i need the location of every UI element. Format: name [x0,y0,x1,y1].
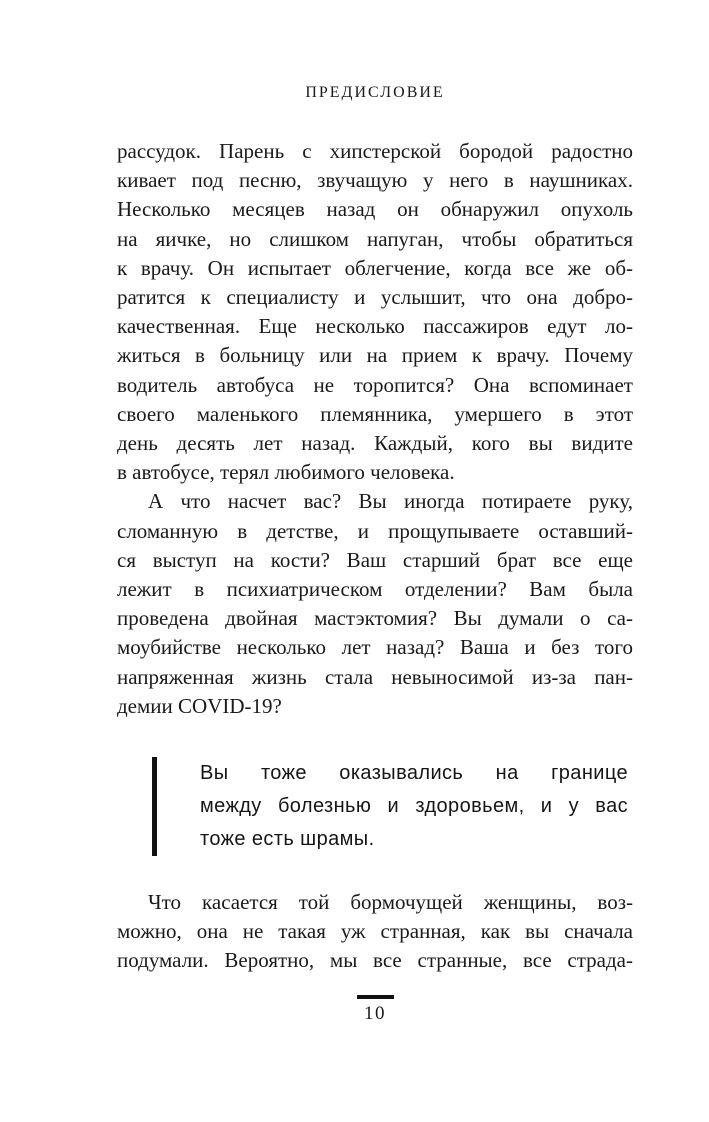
quote-line: Вы тоже оказывались на границе [200,762,628,784]
text-line: ратится к специалисту и услышит, что она добро- [117,285,633,310]
text-line: сломанную в детстве, и прощупываете оставший- [117,518,633,543]
chapter-header: ПРЕДИСЛОВИЕ [305,84,445,101]
text-line: напряженная жизнь стала невыносимой из-за пан- [117,664,633,689]
quote-line: между болезнью и здоровьем, и у вас [200,795,628,817]
text-line: демии COVID-19? [117,693,282,718]
text-line: рассудок. Парень с хипстерской бородой радостно [117,139,633,163]
text-line: кивает под песню, звучащую у него в наушниках. [117,168,633,193]
body-text-continued [117,888,633,976]
text-line: проведена двойная мастэктомия? Вы думали о са- [117,606,633,631]
text-line: подумали. Вероятно, мы все странные, все страда- [117,948,633,973]
text-line: А что насчет вас? Вы иногда потираете руку, [148,489,633,514]
text-line: Несколько месяцев назад он обнаружил опухоль [117,197,633,222]
text-line: качественная. Еще несколько пассажиров едут ло- [117,314,633,339]
body-text [117,137,633,721]
text-line: моубийстве несколько лет назад? Ваша и без того [117,635,633,660]
quote-text [157,757,628,856]
text-line: к врачу. Он испытает облегчение, когда все же об- [117,255,633,280]
text-line: ся выступ на кости? Ваш старший брат все еще [117,547,633,572]
text-line: день десять лет назад. Каждый, кого вы видите [117,431,633,456]
text-line: можно, она не такая уж странная, как вы сначала [117,919,633,944]
text-line: своего маленького племянника, умершего в этот [117,401,633,426]
text-line: в автобусе, терял любимого человека. [117,460,455,485]
text-line: Что касается той бормочущей женщины, воз- [148,890,633,914]
text-line: на яичке, но слишком напуган, чтобы обратиться [117,226,633,251]
text-line: водитель автобуса не торопится? Она вспоминает [117,372,633,397]
text-line: житься в больницу или на прием к врачу. Почему [117,343,633,368]
pull-quote [152,757,628,856]
text-line: лежит в психиатрическом отделении? Вам была [117,577,633,602]
footer-rule [357,995,394,999]
quote-line: тоже есть шрамы. [200,828,375,850]
page-number: 10 [364,1003,386,1024]
